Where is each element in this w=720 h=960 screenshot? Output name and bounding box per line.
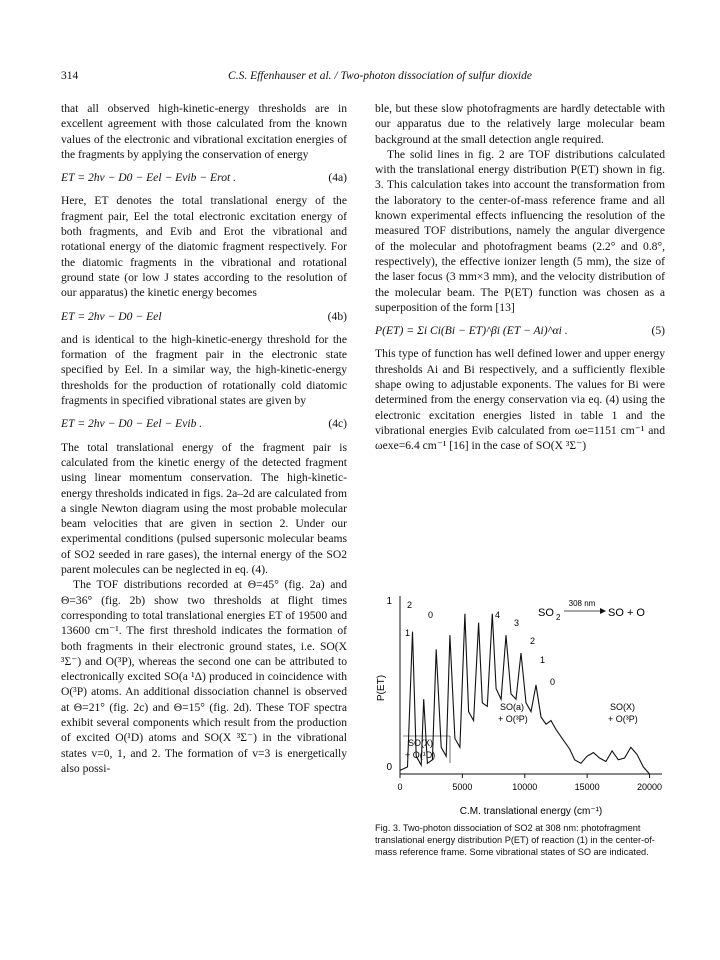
equation-text: ET = 2hν − D0 − Eel — [61, 309, 162, 323]
paragraph: ble, but these slow photofragments are hardly detectable with our apparatus due to the relatively large molecular beam background at the small detection angle required. — [375, 102, 665, 146]
paragraph: The TOF distributions recorded at Θ=45° (fig. 2a) and Θ=36° (fig. 2b) show two thresholds at flight times corresponding to total translational energies ET of 19500 and 13600 cm⁻¹. The first threshold indicates the formation of both fragments in their electronic ground states, i.e. SO(X ³Σ⁻) and O(³P), whereas the second one can be attributed to electronically excited SO(a ¹Δ) produced in coincidence with O(³P) atoms. An additional dissociation channel is observed at Θ=21° (fig. 2c) and Θ=15° (fig. 2d). These TOF spectra exhibit several components which result from the production of excited O(¹D) atoms and SO(X ³Σ⁻) in the vibrational states v=0, 1, and 2. The formation of v=3 is energetically also possi- — [61, 578, 347, 775]
distribution-curve — [400, 614, 650, 774]
x-tick-label: 10000 — [512, 782, 538, 792]
equation-5 — [375, 323, 665, 338]
equation-text: ET = 2hν − D0 − Eel − Evib . — [61, 417, 203, 431]
paragraph: The solid lines in fig. 2 are TOF distributions calculated with the translational energy distribution P(ET) shown in fig. 3. This calculation takes into account the transformation from the laboratory to the center-of-mass reference frame and all known experimental effects influencing the resolution of the measured TOF distributions, namely the angular divergence of the molecular and photofragment beams (2.2° and 0.8°, respectively), the effective ionizer length (5 mm), the size of the laser focus (3 mm×3 mm), and the velocity distribution of the molecular beam. The P(ET) function was chosen as a superposition of the form [13] — [375, 147, 665, 314]
peak-label-v4: 4 — [495, 610, 501, 620]
x-axis-label: C.M. translational energy (cm⁻¹) — [459, 806, 603, 817]
label-so-a-partner: + O(³P) — [498, 714, 528, 724]
peak-label-v3: 3 — [514, 618, 520, 628]
page-number: 314 — [61, 70, 79, 82]
paragraph: The total translational energy of the fragment pair is calculated from the kinetic energy of the detected fragment using linear momentum conservation. The high-kinetic-energy thresholds indicated in figs. 2a–2d are calculated from a single Newton diagram using the most probable molecular beam velocities that are given in section 2. Under our experimental conditions (pulsed supersonic molecular beams of SO2 seeded in rare gases), the internal energy of the SO2 parent molecules can be neglected in eq. (4). — [61, 440, 347, 577]
x-tick-label: 15000 — [574, 782, 600, 792]
equation-number: (4b) — [327, 309, 347, 323]
paragraph: that all observed high-kinetic-energy thresholds are in excellent agreement with those calculated from the known values of the electronic and vibrational excitation energies of the fragments by applying the conservation of energy — [61, 102, 347, 161]
figure-caption: Fig. 3. Two-photon dissociation of SO2 at 308 nm: photofragment translational energy distribution P(ET) of reaction (1) in the center-of-mass reference frame. Some vibrational states of SO are indicated. — [375, 823, 655, 857]
label-so-x-partner: + O(³P) — [608, 714, 638, 724]
reaction-rhs: SO + O — [608, 607, 645, 619]
equation-text: P(ET) = Σi Ci(Bi − ET)^βi (ET − Ai)^αi . — [375, 324, 568, 338]
label-so-x-d-partner: + O(¹D) — [405, 750, 436, 760]
peak-label-v0-left: 0 — [428, 610, 434, 620]
equation-number: (4a) — [328, 171, 347, 185]
running-title: C.S. Effenhauser et al. / Two-photon dissociation of sulfur dioxide — [228, 70, 532, 82]
x-tick-label: 0 — [397, 782, 403, 792]
reaction-arrowhead — [600, 608, 606, 614]
y-tick-label-bottom: 0 — [386, 762, 392, 773]
equation-4b — [61, 309, 347, 324]
equation-text: ET = 2hν − D0 − Eel − Evib − Erot . — [61, 171, 237, 185]
peak-label-v1-left: 1 — [405, 628, 411, 638]
reaction-arrow-label: 308 nm — [568, 599, 596, 608]
y-tick-label-top: 1 — [386, 596, 392, 607]
equation-4a — [61, 170, 347, 185]
peak-label-v1: 1 — [540, 655, 546, 665]
reaction-lhs: SO — [538, 607, 554, 619]
x-tick-label: 5000 — [452, 782, 473, 792]
peak-label-v2-left: 2 — [407, 600, 413, 610]
equation-4c — [61, 416, 347, 431]
label-so-a: SO(a) — [500, 702, 525, 712]
paragraph: and is identical to the high-kinetic-energy threshold for the formation of the fragment pair in the electronic state specified by Eel. In a similar way, the high-kinetic-energy thresholds for the production of rotationally cold diatomic fragments in specified vibrational states are given by — [61, 332, 347, 408]
figure-3 — [370, 588, 670, 828]
reaction-lhs-subscript: 2 — [556, 613, 561, 622]
paragraph: This type of function has well defined lower and upper energy thresholds Ai and Bi respectively, and a sufficiently flexible shape owing to adjustable exponents. The values for Bi were determined from the energy conservation via eq. (4) using the electronic excitation energies listed in table 1 and the vibrational energies Evib calculated from ωe=1151 cm⁻¹ and ωexe=6.4 cm⁻¹ [16] in the case of SO(X ³Σ⁻) — [375, 347, 665, 453]
equation-number: (5) — [651, 324, 665, 338]
y-axis-label: P(ET) — [376, 674, 387, 702]
peak-label-v2: 2 — [530, 636, 536, 646]
x-ticks — [397, 774, 662, 792]
energy-distribution-chart — [370, 588, 670, 820]
equation-number: (4c) — [328, 417, 347, 431]
left-column — [61, 101, 347, 776]
x-tick-label: 20000 — [637, 782, 663, 792]
right-column — [375, 101, 665, 454]
label-so-x: SO(X) — [610, 702, 636, 712]
paragraph: Here, ET denotes the total translational energy of the fragment pair, Eel the total electronic excitation energy of both fragments, and Evib and Erot the vibrational and rotational energy of the diatomic fragment respectively. For the diatomic fragments in the vibrational and rotational ground state (or low J states according to the resolution of our apparatus) the kinetic energy becomes — [61, 194, 347, 300]
label-so-x-d: SO(X) — [408, 738, 434, 748]
peak-label-v0: 0 — [550, 677, 556, 687]
